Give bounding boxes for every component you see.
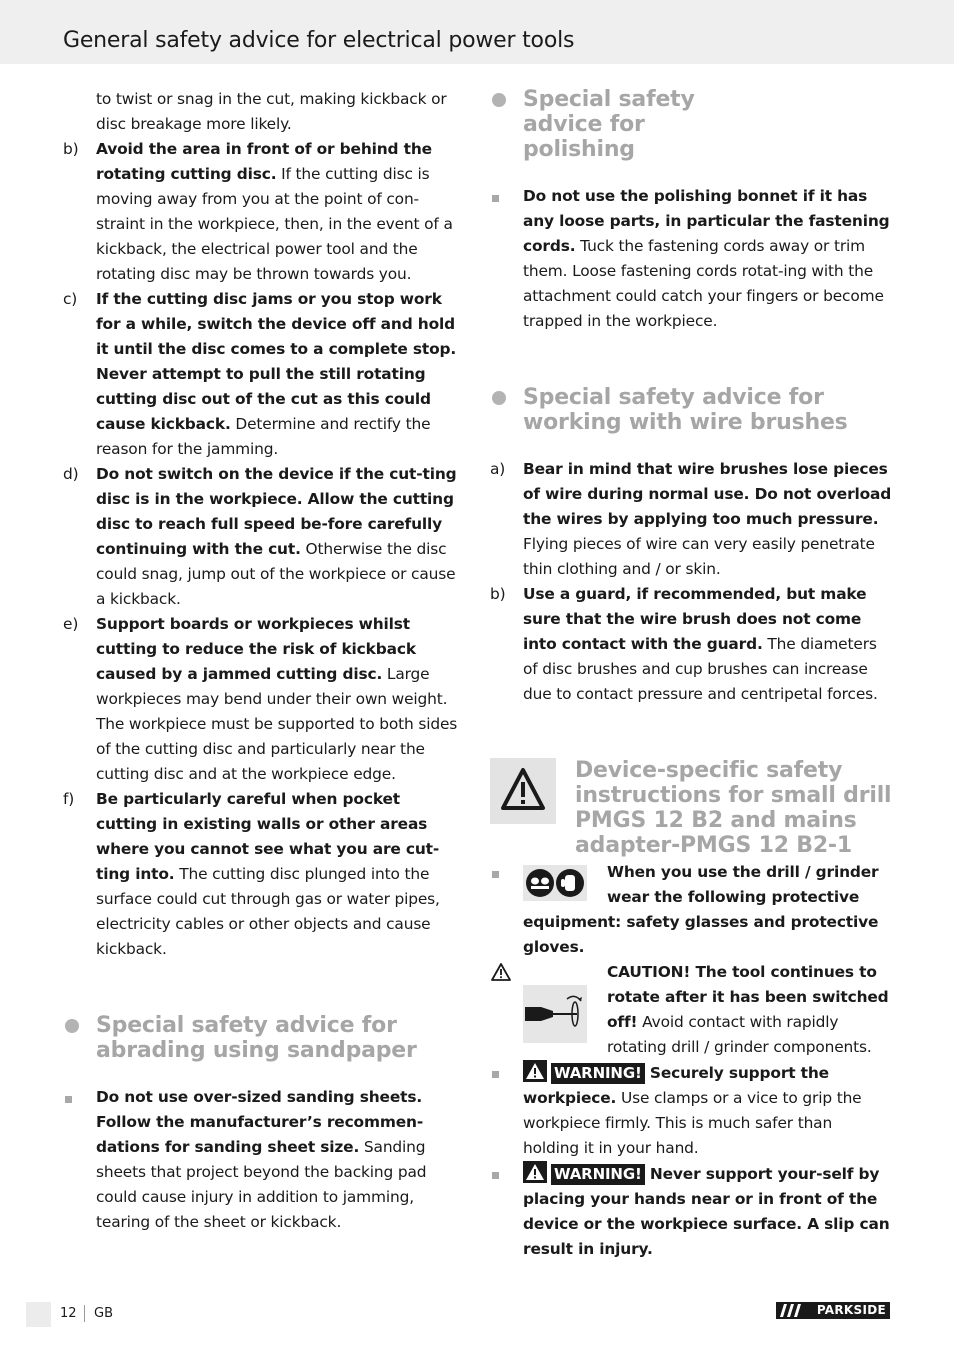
item-label: a): [490, 460, 506, 478]
item-label: f): [63, 790, 75, 808]
list-item: [63, 1085, 465, 1235]
item-label: d): [63, 465, 79, 483]
item-bold-text: If the cutting disc jams or you stop work for a while, switch the device off and hold it until the disc comes to a complete stop. Never attempt to pull the still rotating cutting disc out of the cut as this could cause kickback.: [96, 290, 457, 433]
logo-stripes-icon: [780, 1304, 802, 1317]
bullet-dot-icon: [492, 93, 506, 107]
list-item-protective-equipment: [490, 860, 892, 960]
rotating-drill-icon: [523, 985, 595, 1045]
warning-triangle-icon: [523, 1060, 547, 1082]
square-bullet-icon: [492, 1071, 499, 1078]
left-column: [63, 87, 465, 1235]
list-item-warning-hands: [490, 1161, 892, 1262]
footer-divider: [84, 1305, 85, 1322]
item-label: b): [63, 140, 79, 158]
warning-tag: WARNING!: [551, 1063, 645, 1084]
right-column: [490, 87, 892, 1262]
item-bold-text: Use a guard, if recommended, but make sure that the wire brush does not come into contact with the guard.: [523, 585, 867, 653]
list-item: [63, 612, 465, 787]
item-bold-text: Avoid the area in front of or behind the rotating cutting disc.: [96, 140, 432, 183]
square-bullet-icon: [492, 195, 499, 202]
section-heading-text: Special safety advice for abrading using sandpaper: [96, 1013, 417, 1063]
section-heading-sandpaper: [63, 1013, 465, 1063]
section-heading-polishing: [490, 87, 763, 162]
language-code: GB: [94, 1306, 113, 1321]
item-bold-text: Bear in mind that wire brushes lose pieces of wire during normal use. Do not overload the wires by applying too much pressure.: [523, 460, 892, 528]
caution-text: Avoid contact with rapidly rotating drill / grinder components.: [607, 1013, 872, 1056]
warning-tag: WARNING!: [551, 1164, 645, 1185]
square-bullet-icon: [65, 1096, 72, 1103]
item-text: If the cutting disc is moving away from you at the point of con-straint in the workpiece, then, in the event of a kickback, the electrical power tool and the rotating disc may be thrown towards you.: [96, 165, 453, 283]
warning-triangle-icon: [523, 1161, 547, 1183]
caution-note: [490, 960, 892, 1060]
item-label: e): [63, 615, 79, 633]
item-label: c): [63, 290, 78, 308]
page-number: 12: [60, 1306, 77, 1321]
list-item: [490, 184, 892, 334]
list-item: [63, 137, 465, 287]
brand-name: PARKSIDE: [816, 1303, 886, 1317]
list-item: [63, 287, 465, 462]
caution-bold-text: CAUTION! The tool continues to rotate after it has been switched off!: [607, 963, 889, 1031]
section-heading-wire-brushes: [490, 385, 892, 435]
item-bold-text: Support boards or workpieces whilst cutting to reduce the risk of kickback caused by a jammed cutting disc.: [96, 615, 416, 683]
warning-triangle-icon: [490, 758, 556, 824]
page-title: General safety advice for electrical power tools: [63, 28, 575, 53]
item-bold-text: Do not use over-sized sanding sheets. Follow the manufacturer’s recommen-dations for sanding sheet size.: [96, 1088, 424, 1156]
section-heading-text: Special safety advice for polishing: [523, 87, 695, 162]
item-text: Use clamps or a vice to grip the workpiece firmly. This is much safer than holding it in your hand.: [523, 1089, 862, 1157]
bullet-dot-icon: [65, 1019, 79, 1033]
caution-triangle-icon: [490, 962, 512, 990]
item-text: Otherwise the disc could snag, jump out of the workpiece or cause a kickback.: [96, 540, 456, 608]
list-item: [490, 457, 892, 582]
item-text: Sanding sheets that project beyond the backing pad could cause injury in addition to jamming, tearing of the sheet or kickback.: [96, 1138, 427, 1231]
list-item: [63, 787, 465, 962]
item-text: The cutting disc plunged into the surface could cut through gas or water pipes, electricity cables or other objects and cause kickback.: [96, 865, 440, 958]
list-item: [63, 462, 465, 612]
item-text: Large workpieces may bend under their own weight. The workpiece must be supported to both sides of the cutting disc and particularly near the cutting disc and at the workpiece edge.: [96, 665, 458, 783]
section-heading-text: Special safety advice for working with wire brushes: [523, 385, 848, 435]
item-bold-text: Securely support the workpiece.: [523, 1064, 829, 1107]
footer-marker: [26, 1302, 51, 1327]
square-bullet-icon: [492, 1172, 499, 1179]
item-text: Tuck the fastening cords away or trim them. Loose fastening cords rotat-ing with the attachment could catch your fingers or become trapped in the workpiece.: [523, 237, 884, 330]
list-item-warning-support: [490, 1060, 892, 1161]
device-safety-heading: [490, 758, 892, 876]
item-bold-text: Be particularly careful when pocket cutting in existing walls or other areas where you cannot see what you are cut-ting into.: [96, 790, 440, 883]
bullet-dot-icon: [492, 391, 506, 405]
section-heading-text: Device-specific safety instructions for small drill PMGS 12 B2 and mains adapter-PMGS 12 B2-1: [575, 758, 892, 858]
intro-text: to twist or snag in the cut, making kickback or disc breakage more likely.: [96, 90, 447, 133]
item-bold-text: When you use the drill / grinder wear the following protective equipment: safety glasses and protective gloves.: [523, 863, 879, 956]
square-bullet-icon: [492, 871, 499, 878]
intro-paragraph: [63, 87, 465, 137]
item-text: Flying pieces of wire can very easily penetrate thin clothing and / or skin.: [523, 535, 875, 578]
item-label: b): [490, 585, 506, 603]
item-bold-text: Do not use the polishing bonnet if it has any loose parts, in particular the fastening cords.: [523, 187, 890, 255]
parkside-logo: [776, 1302, 890, 1319]
list-item: [490, 582, 892, 707]
item-text: The diameters of disc brushes and cup brushes can increase due to contact pressure and centripetal forces.: [523, 635, 878, 703]
item-bold-text: Never support your-self by placing your hands near or in front of the device or the workpiece surface. A slip can result in injury.: [523, 1165, 890, 1258]
item-text: Determine and rectify the reason for the jamming.: [96, 415, 431, 458]
item-bold-text: Do not switch on the device if the cut-ting disc is in the workpiece. Allow the cutting disc to reach full speed be-fore carefully continuing with the cut.: [96, 465, 457, 558]
goggles-gloves-icon: [523, 865, 595, 905]
page-header: [0, 0, 954, 64]
